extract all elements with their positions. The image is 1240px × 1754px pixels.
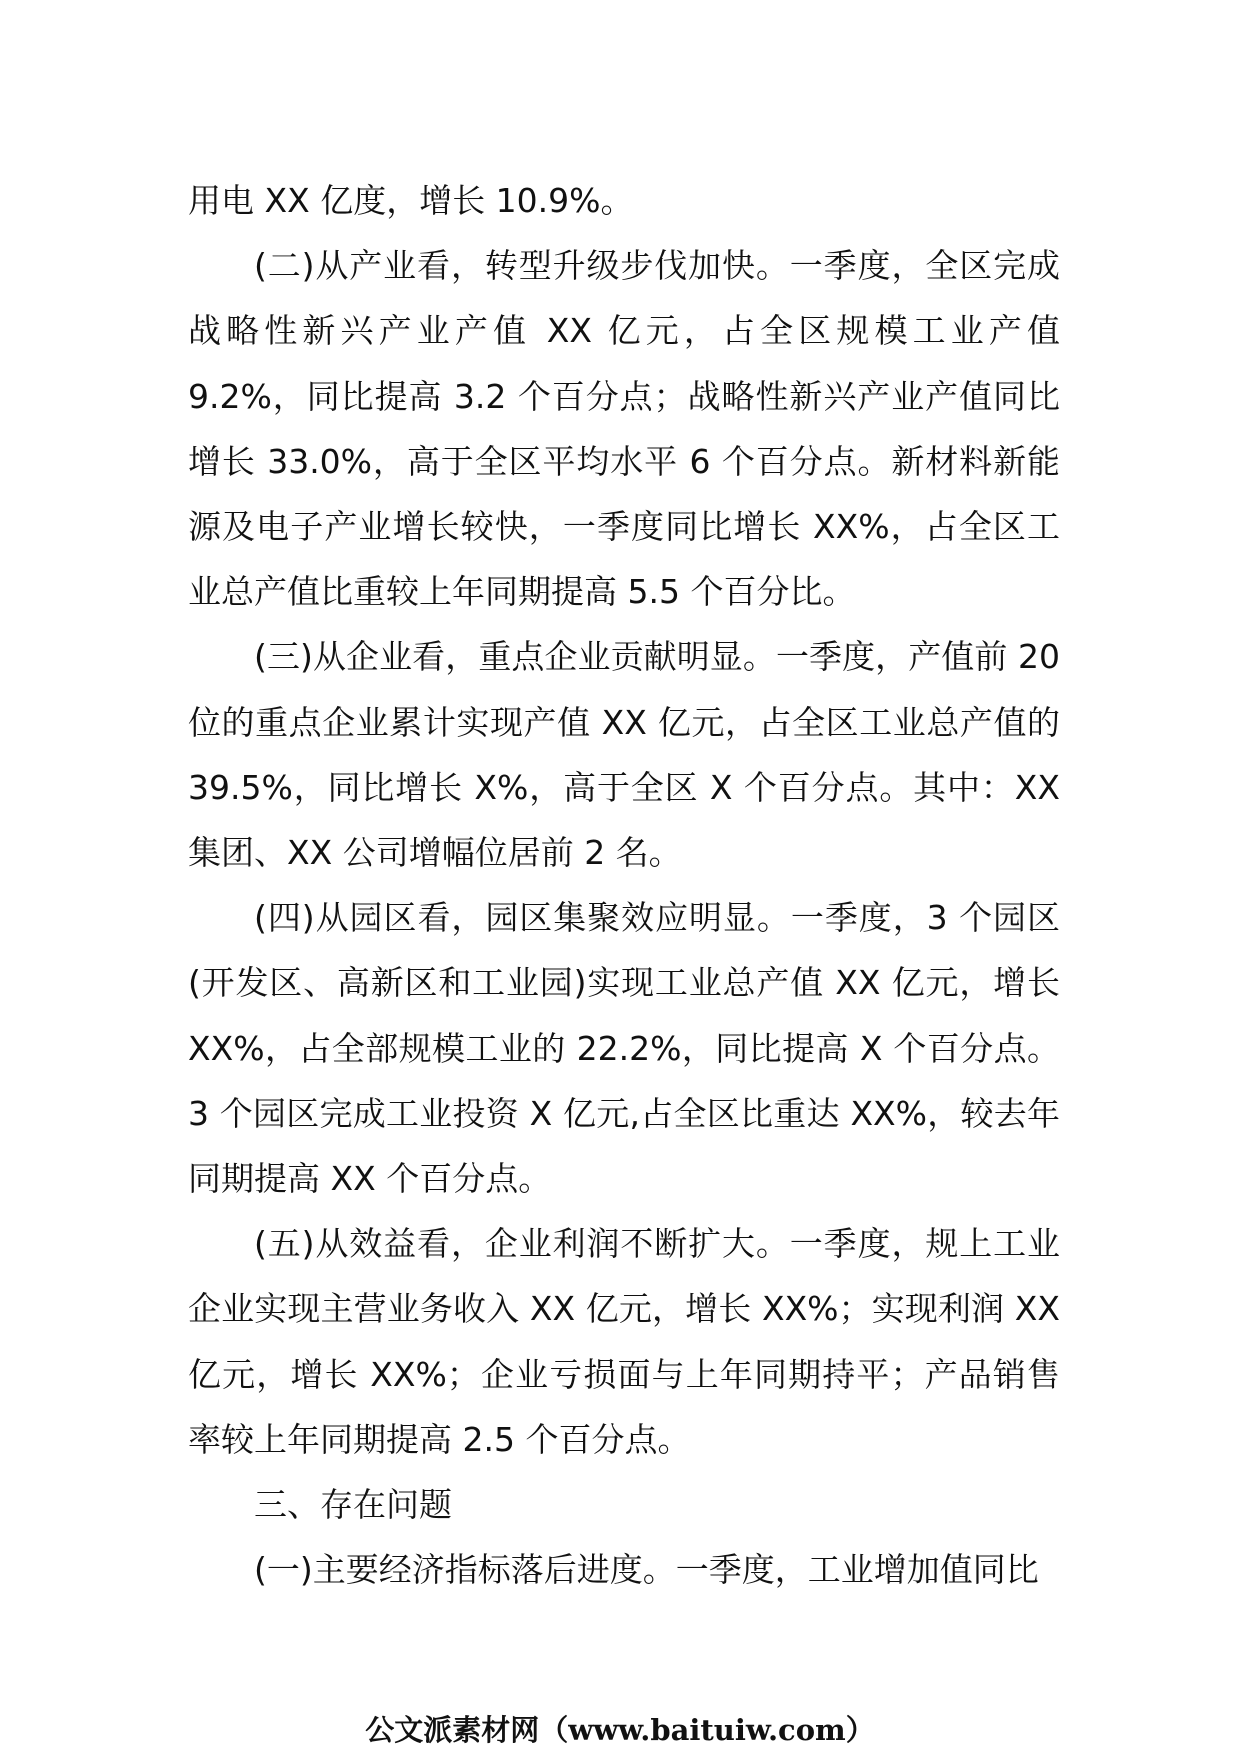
document-body bbox=[188, 168, 1060, 1602]
paragraph-park: (四)从园区看，园区集聚效应明显。一季度，3 个园区(开发区、高新区和工业园)实现工业总产值 XX 亿元，增长 XX%，占全部规模工业的 22.2%，同比提高 X 个百分点。3 个园区完成工业投资 X 亿元,占全区比重达 XX%，较去年同期提高 XX 个百分点。 bbox=[188, 898, 1060, 1199]
footer-watermark: 公文派素材网（www.baituiw.com） bbox=[365, 1713, 875, 1747]
paragraph-benefit: (五)从效益看，企业利润不断扩大。一季度，规上工业企业实现主营业务收入 XX 亿元，增长 XX%；实现利润 XX 亿元，增长 XX%；企业亏损面与上年同期持平；产品销售率较上年同期提高 2.5 个百分点。 bbox=[188, 1224, 1060, 1459]
paragraph-problem-one: (一)主要经济指标落后进度。一季度，工业增加值同比 bbox=[254, 1550, 1039, 1590]
paragraph-continuation: 用电 XX 亿度，增长 10.9%。 bbox=[188, 181, 634, 220]
paragraph-enterprise: (三)从企业看，重点企业贡献明显。一季度，产值前 20 位的重点企业累计实现产值 XX 亿元，占全区工业总产值的 39.5%，同比增长 X%，高于全区 X 个百分点。其中：XX 集团、XX 公司增幅位居前 2 名。 bbox=[188, 637, 1060, 873]
section-heading-problems: 三、存在问题 bbox=[254, 1485, 452, 1525]
paragraph-industry: (二)从产业看，转型升级步伐加快。一季度，全区完成战略性新兴产业产值 XX 亿元，占全区规模工业产值 9.2%，同比提高 3.2 个百分点；战略性新兴产业产值同比增长 33.0%，高于全区平均水平 6 个百分点。新材料新能源及电子产业增长较快，一季度同比增长 XX%，占全区工业总产值比重较上年同期提高 5.5 个百分比。 bbox=[188, 246, 1060, 612]
